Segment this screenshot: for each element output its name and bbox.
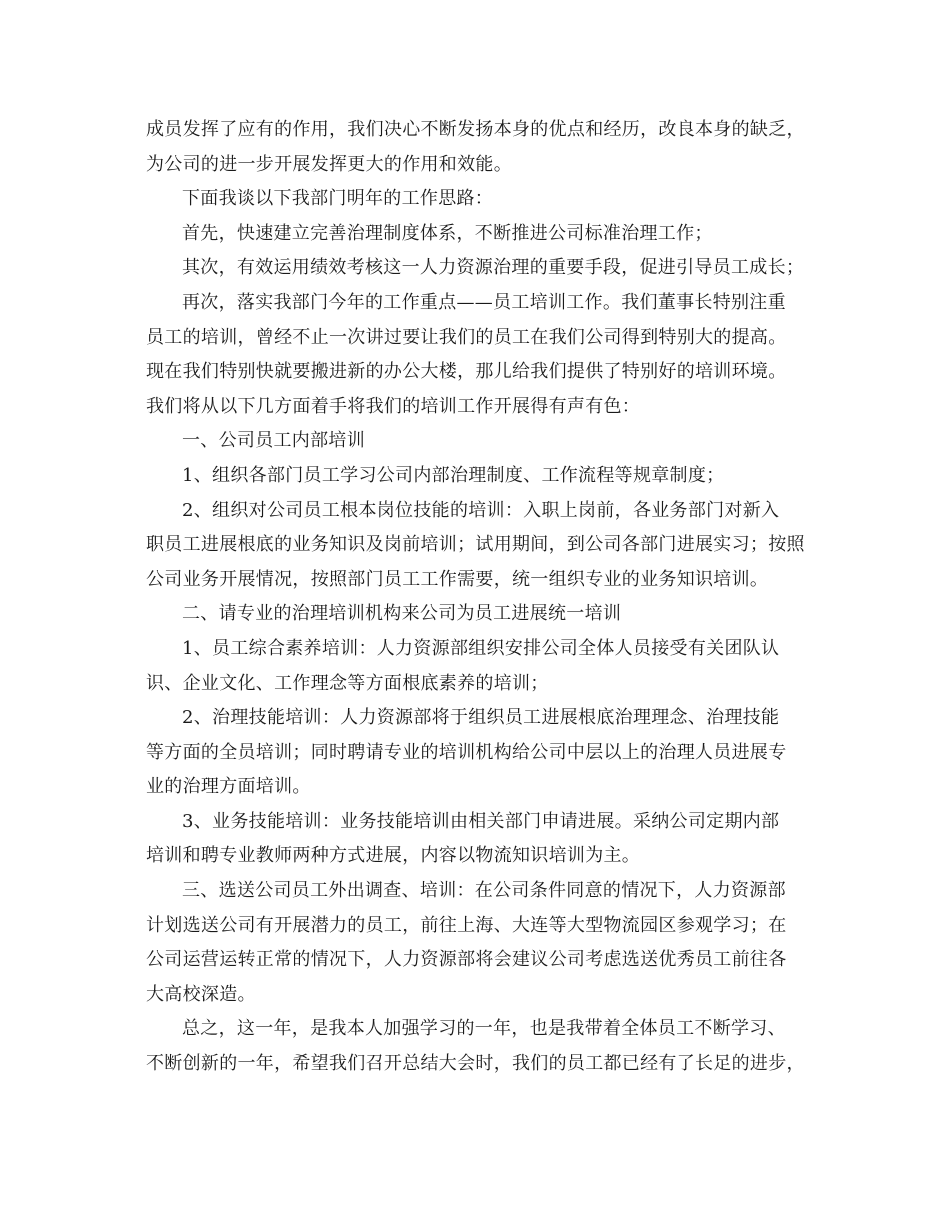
text-line: 我们将从以下几方面着手将我们的培训工作开展得有声有色：	[146, 395, 641, 417]
text-line: 员工的培训，曾经不止一次讲过要让我们的员工在我们公司得到特别大的提高。	[146, 326, 787, 348]
text-line: 首先，快速建立完善治理制度体系，不断推进公司标准治理工作；	[182, 222, 713, 244]
text-line: 等方面的全员培训；同时聘请专业的培训机构给公司中层以上的治理人员进展专	[146, 741, 787, 763]
document-body	[146, 113, 826, 1082]
text-line: 现在我们特别快就要搬进新的办公大楼，那儿给我们提供了特别好的培训环境。	[146, 361, 787, 383]
text-line: 1、员工综合素养培训：人力资源部组织安排公司全体人员接受有关团队认	[182, 637, 780, 659]
text-line: 2、治理技能培训：人力资源部将于组织员工进展根底治理理念、治理技能	[182, 707, 780, 729]
text-line: 公司运营运转正常的情况下，人力资源部将会建议公司考虑选送优秀员工前往各	[146, 949, 787, 971]
text-line: 3、业务技能培训：业务技能培训由相关部门申请进展。采纳公司定期内部	[182, 810, 780, 832]
text-line: 不断创新的一年，希望我们召开总结大会时，我们的员工都已经有了长足的进步，	[146, 1053, 805, 1075]
text-line: 三、选送公司员工外出调查、培训：在公司条件同意的情况下，人力资源部	[182, 880, 786, 902]
text-line: 业的治理方面培训。	[146, 776, 311, 798]
text-line: 再次，落实我部门今年的工作重点——员工培训工作。我们董事长特别注重	[182, 291, 786, 313]
text-line: 培训和聘专业教师两种方式进展，内容以物流知识培训为主。	[146, 845, 641, 867]
text-line: 为公司的进一步开展发挥更大的作用和效能。	[146, 153, 512, 175]
text-line: 总之，这一年，是我本人加强学习的一年，也是我带着全体员工不断学习、	[182, 1018, 786, 1040]
text-line: 一、公司员工内部培训	[182, 430, 365, 452]
text-line: 计划选送公司有开展潜力的员工，前往上海、大连等大型物流园区参观学习；在	[146, 914, 787, 936]
document-page	[146, 113, 826, 1082]
text-line: 职员工进展根底的业务知识及岗前培训；试用期间，到公司各部门进展实习；按照	[146, 534, 805, 556]
text-line: 下面我谈以下我部门明年的工作思路：	[182, 188, 494, 210]
text-line: 1、组织各部门员工学习公司内部治理制度、工作流程等规章制度；	[182, 464, 725, 486]
text-line: 成员发挥了应有的作用，我们决心不断发扬本身的优点和经历，改良本身的缺乏，	[146, 119, 805, 140]
text-line: 二、请专业的治理培训机构来公司为员工进展统一培训	[182, 603, 622, 625]
text-line: 其次，有效运用绩效考核这一人力资源治理的重要手段，促进引导员工成长；	[182, 257, 805, 279]
text-line: 大高校深造。	[146, 983, 256, 1005]
text-line: 2、组织对公司员工根本岗位技能的培训：入职上岗前，各业务部门对新入	[182, 499, 780, 521]
text-line: 识、企业文化、工作理念等方面根底素养的培训；	[146, 672, 549, 694]
text-line: 公司业务开展情况，按照部门员工工作需要，统一组织专业的业务知识培训。	[146, 568, 769, 590]
